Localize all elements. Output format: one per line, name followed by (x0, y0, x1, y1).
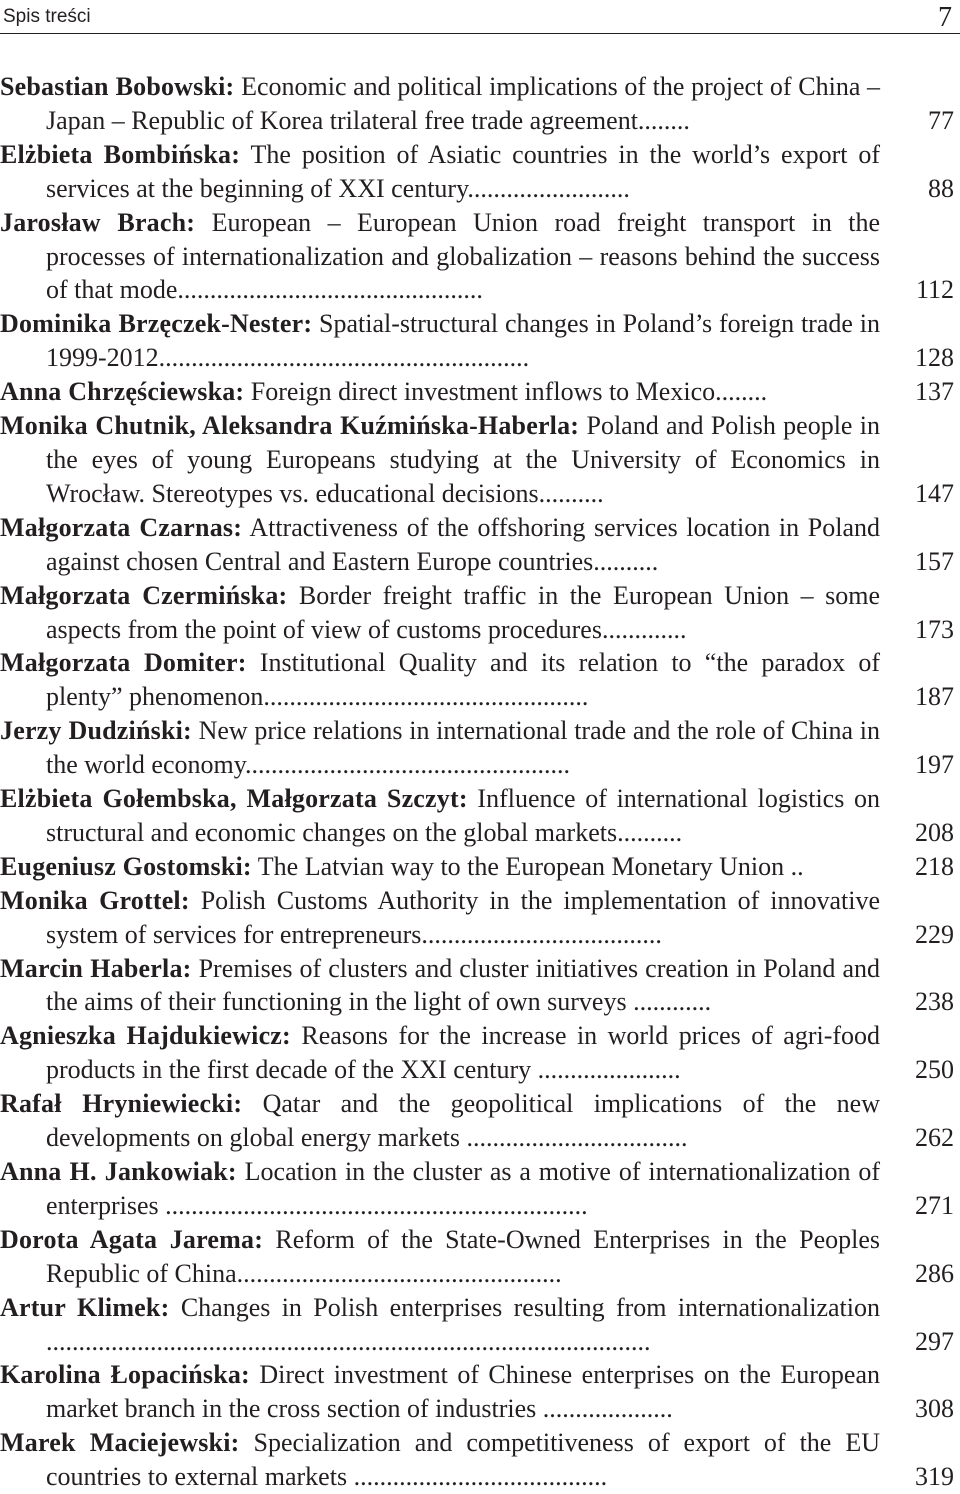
toc-title: European – European Union road freight transport in the processes of internationalization and globalization – reasons behind the success of that mode (46, 207, 881, 305)
toc-entry[interactable] (0, 1087, 960, 1155)
toc-leader: .................................................. (263, 682, 589, 712)
toc-leader: .. (790, 851, 804, 881)
table-of-contents (0, 70, 960, 1494)
toc-author: Monika Chutnik, Aleksandra Kuźmińska-Haberla: (0, 411, 580, 441)
toc-title: Direct investment of Chinese enterprises on the European market branch in the cross section of industries (46, 1360, 881, 1424)
toc-entry[interactable] (0, 307, 960, 375)
toc-page: 208 (915, 817, 954, 847)
toc-page: 319 (915, 1462, 954, 1492)
toc-page: 88 (928, 173, 954, 203)
toc-title: Spatial-structural changes in Poland’s foreign trade in 1999-2012 (46, 309, 880, 373)
toc-leader: ................................................................. (165, 1190, 588, 1220)
toc-entry[interactable] (0, 714, 960, 782)
toc-author: Anna Chrzęściewska: (0, 377, 245, 407)
toc-page: 197 (915, 750, 954, 780)
toc-entry[interactable] (0, 1426, 960, 1494)
toc-leader: .................................. (466, 1123, 688, 1153)
toc-leader: .................................................. (245, 750, 571, 780)
toc-title: Reform of the State-Owned Enterprises in the Peoples Republic of China (46, 1224, 881, 1288)
toc-entry[interactable] (0, 138, 960, 206)
toc-leader: .......... (593, 546, 659, 576)
toc-page: 286 (915, 1258, 954, 1288)
toc-entry[interactable] (0, 206, 960, 308)
toc-title: Specialization and competitiveness of export of the EU countries to external markets (46, 1428, 880, 1492)
toc-title: Border freight traffic in the European Union – some aspects from the point of view of customs procedures (46, 580, 880, 644)
toc-title: The Latvian way to the European Monetary Union (257, 851, 785, 881)
toc-leader: ..................................... (421, 919, 662, 949)
toc-entry[interactable] (0, 1223, 960, 1291)
toc-page: 147 (915, 478, 954, 508)
toc-title: Premises of clusters and cluster initiatives creation in Poland and the aims of their functioning in the light of own surveys (46, 953, 881, 1017)
header-rule (0, 33, 960, 34)
toc-author: Dorota Agata Jarema: (0, 1224, 264, 1254)
toc-author: Elżbieta Gołembska, Małgorzata Szczyt: (0, 784, 468, 814)
toc-title: Institutional Quality and its relation to “the paradox of plenty” phenomenon (46, 648, 881, 712)
toc-entry[interactable] (0, 1358, 960, 1426)
toc-author: Małgorzata Czarnas: (0, 512, 243, 542)
toc-author: Anna H. Jankowiak: (0, 1157, 237, 1186)
toc-entry[interactable] (0, 1291, 960, 1359)
toc-page: 112 (915, 275, 954, 305)
toc-entry[interactable] (0, 884, 960, 952)
toc-page: 250 (915, 1055, 954, 1085)
toc-author: Monika Grottel: (0, 885, 190, 915)
toc-leader: .......... (538, 478, 604, 508)
toc-entry[interactable] (0, 782, 960, 850)
toc-author: Rafał Hryniewiecki: (0, 1089, 243, 1119)
toc-title: Attractiveness of the offshoring services location in Poland against chosen Central and Eastern Europe countries (46, 512, 880, 576)
toc-author: Jarosław Brach: (0, 207, 196, 237)
toc-leader: ............ (633, 987, 712, 1017)
section-title: Spis treści (3, 6, 91, 27)
toc-page: 229 (915, 919, 954, 949)
toc-entry[interactable] (0, 1155, 960, 1223)
toc-page: 137 (915, 377, 954, 407)
toc-title: Poland and Polish people in the eyes of young Europeans studying at the University of Economics in Wrocław. Stereotypes vs. educational decisions (46, 411, 880, 508)
toc-entry[interactable] (0, 409, 960, 511)
toc-page: 297 (915, 1326, 954, 1356)
toc-page: 77 (928, 105, 954, 135)
toc-title: Foreign direct investment inflows to Mexico (250, 377, 716, 407)
toc-title: Polish Customs Authority in the implementation of innovative system of services for entrepreneurs (46, 885, 880, 949)
toc-page: 157 (915, 546, 954, 576)
toc-author: Sebastian Bobowski: (0, 72, 235, 101)
toc-entry[interactable] (0, 646, 960, 714)
toc-entry[interactable] (0, 1019, 960, 1087)
toc-leader: .......... (617, 817, 683, 847)
toc-author: Eugeniusz Gostomski: (0, 851, 252, 881)
toc-title: Location in the cluster as a motive of internationalization of enterprises (46, 1157, 881, 1220)
toc-entry[interactable] (0, 511, 960, 579)
toc-leader: ....................................... (353, 1462, 608, 1492)
toc-title: Qatar and the geopolitical implications of the new developments on global energy markets (46, 1089, 881, 1153)
toc-page: 187 (915, 682, 954, 712)
toc-leader: ......................................................... (158, 343, 530, 373)
toc-author: Marek Maciejewski: (0, 1428, 240, 1458)
toc-page: 128 (915, 343, 954, 373)
toc-title: Reasons for the increase in world prices of agri-food products in the first decade of the XXI century (46, 1021, 881, 1085)
toc-entry[interactable] (0, 70, 960, 138)
toc-entry[interactable] (0, 579, 960, 647)
toc-author: Artur Klimek: (0, 1292, 170, 1322)
toc-page: 262 (915, 1123, 954, 1153)
toc-leader: .................................................. (236, 1258, 562, 1288)
toc-author: Małgorzata Czermińska: (0, 580, 288, 610)
toc-entry[interactable] (0, 952, 960, 1020)
toc-leader: ............. (601, 614, 687, 644)
toc-title: New price relations in international trade and the role of China in the world economy (46, 716, 880, 780)
page-number: 7 (938, 2, 952, 33)
toc-author: Małgorzata Domiter: (0, 648, 247, 678)
toc-leader: ........ (715, 377, 768, 407)
toc-title: The position of Asiatic countries in the world’s export of services at the beginning of XXI century (46, 139, 881, 203)
toc-title: Influence of international logistics on structural and economic changes on the global markets (46, 784, 881, 847)
toc-page: 173 (915, 614, 954, 644)
toc-entry[interactable] (0, 375, 960, 409)
toc-author: Elżbieta Bombińska: (0, 139, 241, 169)
toc-title: Economic and political implications of the project of China – Japan – Republic of Korea trilateral free trade agreement (46, 72, 881, 135)
toc-leader: ...................... (537, 1055, 681, 1085)
toc-leader: ............................................................................................. (46, 1326, 651, 1356)
toc-entry[interactable] (0, 850, 960, 884)
toc-page: 308 (915, 1394, 954, 1424)
toc-leader: ......................... (467, 173, 630, 203)
toc-title: Changes in Polish enterprises resulting from internationalization (180, 1292, 881, 1322)
toc-page: 238 (915, 987, 954, 1017)
toc-author: Dominika Brzęczek-Nester: (0, 309, 313, 339)
toc-leader: ............................................... (177, 275, 483, 305)
toc-page: 271 (915, 1190, 954, 1220)
toc-author: Jerzy Dudziński: (0, 716, 192, 746)
toc-author: Marcin Haberla: (0, 953, 192, 983)
toc-leader: ........ (637, 105, 690, 135)
page-header (0, 0, 960, 36)
toc-author: Karolina Łopacińska: (0, 1360, 250, 1390)
toc-leader: .................... (542, 1394, 673, 1424)
toc-author: Agnieszka Hajdukiewicz: (0, 1021, 291, 1051)
toc-page: 218 (915, 851, 954, 881)
